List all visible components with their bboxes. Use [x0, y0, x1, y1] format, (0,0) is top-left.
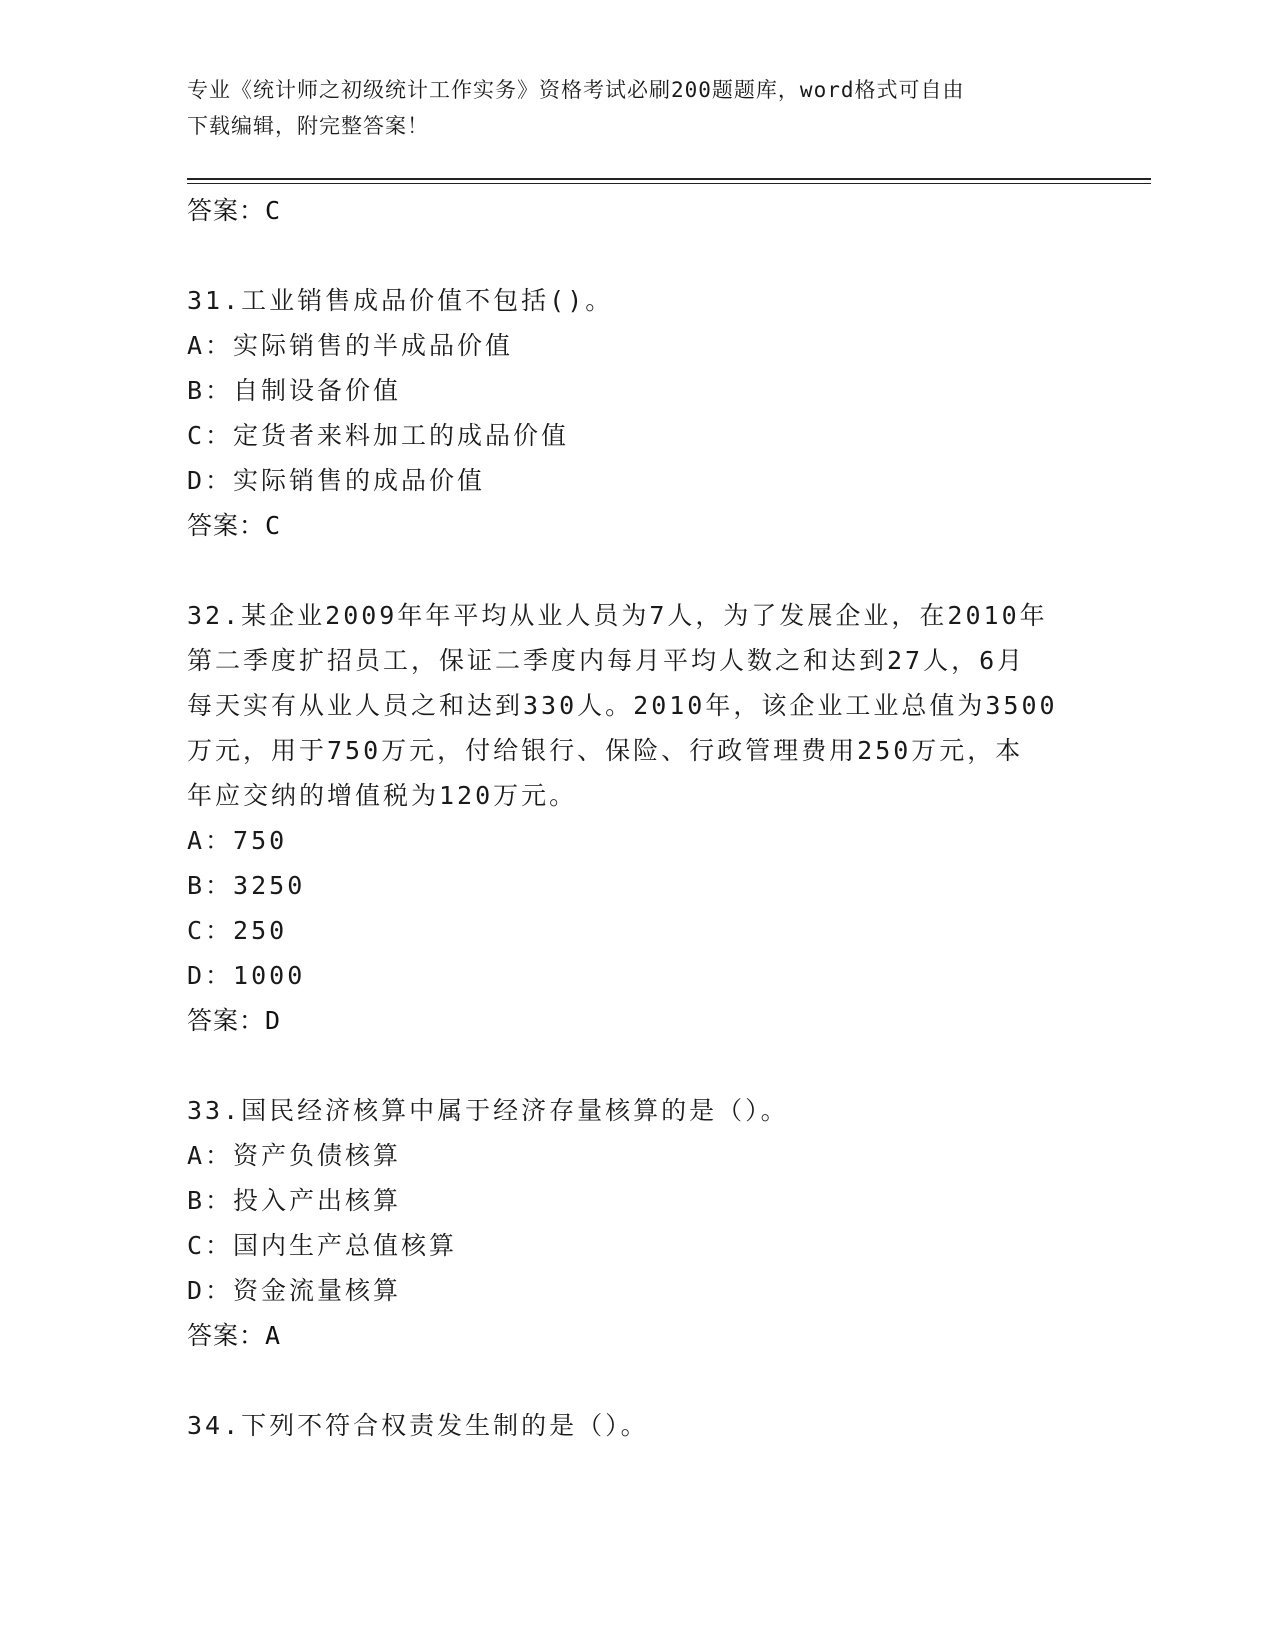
option-d: D：1000 — [187, 961, 306, 990]
header-line-1: 专业《统计师之初级统计工作实务》资格考试必刷200题题库，word格式可自由 — [187, 78, 965, 102]
answer-label: 答案： — [187, 1321, 266, 1350]
option-a: A：实际销售的半成品价值 — [187, 331, 514, 360]
option-c: C：250 — [187, 916, 288, 945]
question-stem-line-4: 万元，用于750万元，付给银行、保险、行政管理费用250万元，本 — [187, 736, 1024, 765]
question-33 — [187, 1088, 1087, 1359]
answer-value: A — [265, 1321, 282, 1350]
question-34 — [187, 1403, 1087, 1448]
option-a: A：资产负债核算 — [187, 1141, 402, 1170]
option-d: D：实际销售的成品价值 — [187, 466, 486, 495]
question-stem-line-2: 第二季度扩招员工，保证二季度内每月平均人数之和达到27人，6月 — [187, 646, 1026, 675]
question-stem-line-1: 32.某企业2009年年平均从业人员为7人，为了发展企业，在2010年 — [187, 601, 1048, 630]
question-stem: 34.下列不符合权责发生制的是（）。 — [187, 1411, 649, 1440]
option-b: B：自制设备价值 — [187, 376, 402, 405]
page-content — [187, 188, 1087, 1448]
answer-value: D — [265, 1006, 282, 1035]
option-b: B：3250 — [187, 871, 306, 900]
question-stem: 31.工业销售成品价值不包括()。 — [187, 286, 614, 315]
option-c: C：国内生产总值核算 — [187, 1231, 458, 1260]
answer-value: C — [265, 196, 282, 225]
option-d: D：资金流量核算 — [187, 1276, 402, 1305]
answer-label: 答案： — [187, 511, 266, 540]
question-31 — [187, 278, 1087, 549]
answer — [187, 503, 1087, 549]
header-rule-thin — [187, 183, 1151, 184]
question-stem-line-3: 每天实有从业人员之和达到330人。2010年，该企业工业总值为3500 — [187, 691, 1058, 720]
answer-label: 答案： — [187, 1006, 266, 1035]
option-a: A：750 — [187, 826, 288, 855]
answer-value: C — [265, 511, 282, 540]
option-c: C：定货者来料加工的成品价值 — [187, 421, 570, 450]
question-stem: 33.国民经济核算中属于经济存量核算的是（）。 — [187, 1096, 789, 1125]
previous-answer — [187, 188, 1087, 234]
option-b: B：投入产出核算 — [187, 1186, 402, 1215]
question-32 — [187, 593, 1087, 1044]
question-stem-line-5: 年应交纳的增值税为120万元。 — [187, 781, 578, 810]
answer — [187, 1313, 1087, 1359]
answer — [187, 998, 1087, 1044]
header-line-2: 下载编辑，附完整答案！ — [187, 114, 429, 138]
page-header — [187, 72, 1067, 144]
answer-label: 答案： — [187, 196, 266, 225]
header-rule-thick — [187, 178, 1151, 180]
